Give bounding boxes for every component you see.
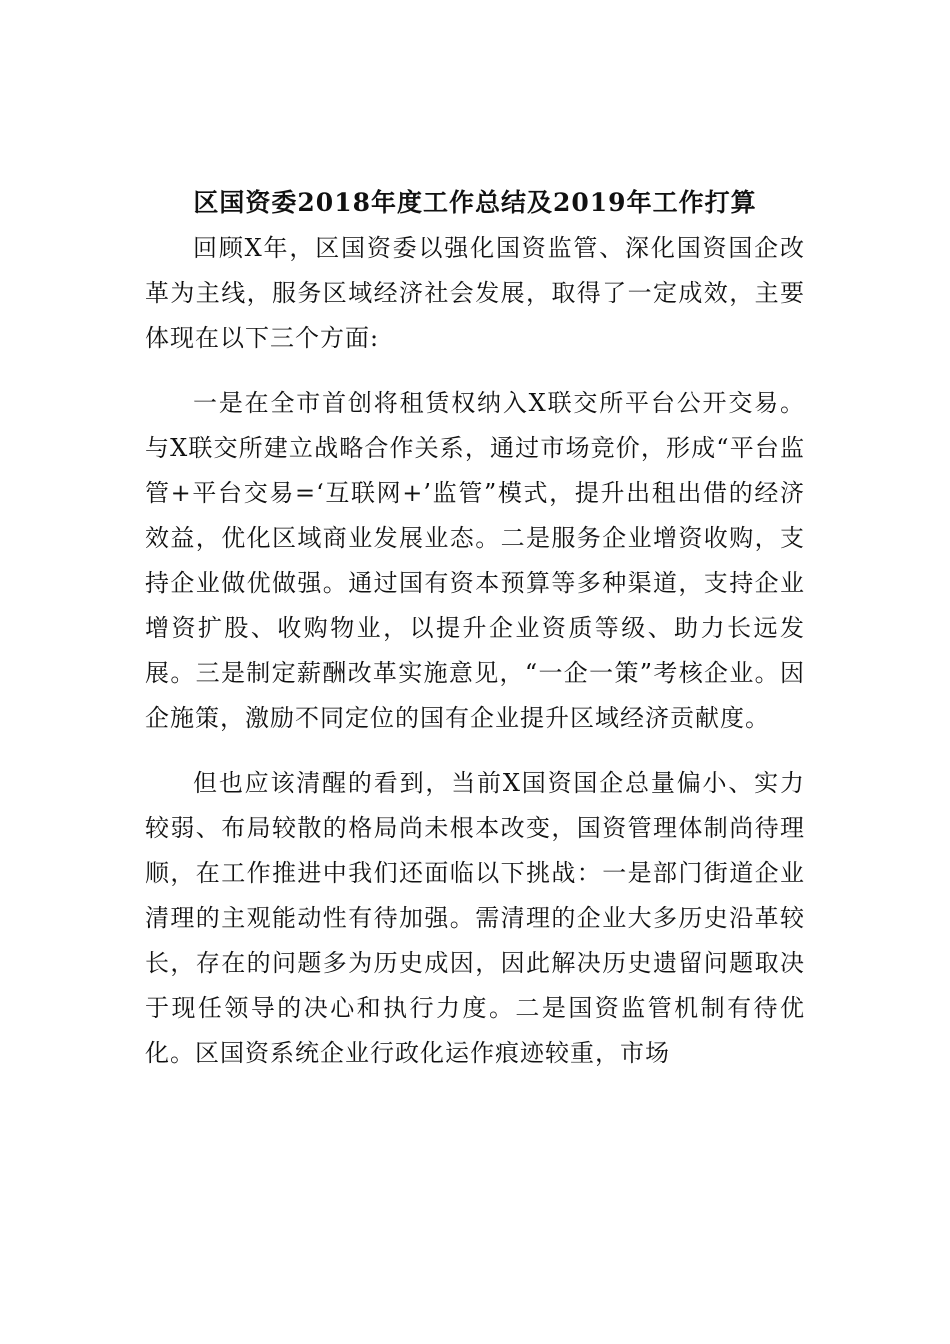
paragraph-challenges: 但也应该清醒的看到，当前X国资国企总量偏小、实力较弱、布局较散的格局尚未根本改变，国资管理体制尚待理顺，在工作推进中我们还面临以下挑战：一是部门街道企业清理的主观能动性有待加强。需清理的企业大多历史沿革较长，存在的问题多为历史成因，因此解决历史遗留问题取决于现任领导的决心和执行力度。二是国资监管机制有待优化。区国资系统企业行政化运作痕迹较重，市场 xyxy=(145,769,805,1067)
document-title: 区国资委2018年度工作总结及2019年工作打算 xyxy=(193,187,757,217)
document-body xyxy=(145,226,805,1076)
paragraph-achievements: 一是在全市首创将租赁权纳入X联交所平台公开交易。与X联交所建立战略合作关系，通过市场竞价，形成“平台监管+平台交易=‘互联网+’监管”模式，提升出租出借的经济效益，优化区域商业发展业态。二是服务企业增资收购，支持企业做优做强。通过国有资本预算等多种渠道，支持企业增资扩股、收购物业，以提升企业资质等级、助力长远发展。三是制定薪酬改革实施意见，“一企一策”考核企业。因企施策，激励不同定位的国有企业提升区域经济贡献度。 xyxy=(145,389,805,732)
paragraph-review: 回顾X年，区国资委以强化国资监管、深化国资国企改革为主线，服务区域经济社会发展，取得了一定成效，主要体现在以下三个方面: xyxy=(145,234,805,352)
